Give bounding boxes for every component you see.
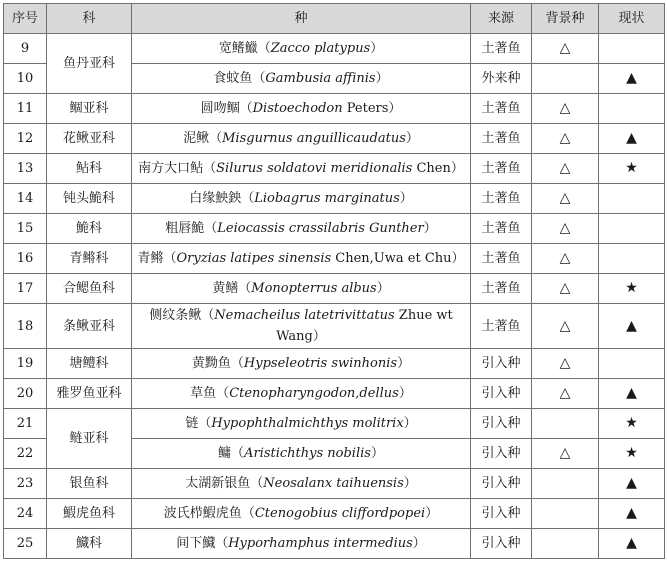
status-mark <box>599 184 665 214</box>
row-number: 15 <box>4 214 47 244</box>
source-cell: 土著鱼 <box>471 94 532 124</box>
status-mark <box>599 34 665 64</box>
species-cell: 白缘䱀鉠（Liobagrus marginatus） <box>132 184 471 214</box>
row-number: 21 <box>4 409 47 439</box>
species-cell: 侧纹条鳅（Nemacheilus latetrivittatus Zhue wt Wang） <box>132 304 471 349</box>
family-cell: 花鳅亚科 <box>47 124 132 154</box>
species-latin: Ctenogobius cliffordpopei <box>254 506 426 521</box>
status-mark <box>599 94 665 124</box>
family-cell: 青鳉科 <box>47 244 132 274</box>
species-chinese: 间下鱵 <box>176 536 216 551</box>
family-cell: 鲢亚科 <box>47 409 132 469</box>
status-mark: ★ <box>599 439 665 469</box>
background-mark <box>532 499 599 529</box>
species-cell: 黄黝鱼（Hypseleotris swinhonis） <box>132 349 471 379</box>
source-cell: 土著鱼 <box>471 154 532 184</box>
species-cell: 圆吻鲴（Distoechodon Peters） <box>132 94 471 124</box>
table-row <box>4 184 665 214</box>
species-chinese: 链 <box>185 416 199 431</box>
status-mark <box>599 214 665 244</box>
species-cell: 间下鱵（Hyporhamphus intermedius） <box>132 529 471 559</box>
species-chinese: 宽鳍鱲 <box>218 41 258 56</box>
species-chinese: 白缘䱀鉠 <box>189 191 242 206</box>
background-mark: △ <box>532 349 599 379</box>
header-species: 种 <box>132 4 471 34</box>
species-cell: 食蚊鱼（Gambusia affinis） <box>132 64 471 94</box>
row-number: 9 <box>4 34 47 64</box>
row-number: 22 <box>4 439 47 469</box>
header-status: 现状 <box>599 4 665 34</box>
species-latin: Misgurnus anguillicaudatus <box>222 131 406 146</box>
family-cell: 塘鳢科 <box>47 349 132 379</box>
row-number: 11 <box>4 94 47 124</box>
species-chinese: 波氏栉鰕虎鱼 <box>163 506 242 521</box>
status-mark: ▲ <box>599 124 665 154</box>
species-latin: Aristichthys nobilis <box>244 446 371 461</box>
source-cell: 土著鱼 <box>471 184 532 214</box>
family-cell: 鲴亚科 <box>47 94 132 124</box>
background-mark: △ <box>532 439 599 469</box>
header-row <box>4 4 665 34</box>
family-cell: 钝头鮠科 <box>47 184 132 214</box>
species-author: Chen <box>412 161 451 176</box>
family-cell: 合鳃鱼科 <box>47 274 132 304</box>
status-mark: ★ <box>599 154 665 184</box>
status-mark: ▲ <box>599 529 665 559</box>
species-latin: Distoechodon <box>252 101 343 116</box>
row-number: 20 <box>4 379 47 409</box>
table-row <box>4 34 665 64</box>
source-cell: 土著鱼 <box>471 274 532 304</box>
species-cell: 粗唇鮠（Leiocassis crassilabris Gunther） <box>132 214 471 244</box>
species-cell: 南方大口鲇（Silurus soldatovi meridionalis Chen） <box>132 154 471 184</box>
family-cell: 雅罗鱼亚科 <box>47 379 132 409</box>
status-mark <box>599 244 665 274</box>
species-latin: Ctenopharyngodon,dellus <box>229 386 399 401</box>
family-cell: 鮠科 <box>47 214 132 244</box>
species-cell: 链（Hypophthalmichthys molitrix） <box>132 409 471 439</box>
source-cell: 土著鱼 <box>471 304 532 349</box>
family-cell: 鲇科 <box>47 154 132 184</box>
species-latin: Zacco platypus <box>270 41 371 56</box>
table-row <box>4 349 665 379</box>
background-mark: △ <box>532 379 599 409</box>
background-mark <box>532 529 599 559</box>
background-mark: △ <box>532 34 599 64</box>
status-mark: ▲ <box>599 469 665 499</box>
row-number: 25 <box>4 529 47 559</box>
fish-species-table <box>3 3 665 559</box>
background-mark: △ <box>532 214 599 244</box>
row-number: 12 <box>4 124 47 154</box>
row-number: 19 <box>4 349 47 379</box>
row-number: 17 <box>4 274 47 304</box>
table-row <box>4 154 665 184</box>
background-mark: △ <box>532 124 599 154</box>
species-cell: 鳙（Aristichthys nobilis） <box>132 439 471 469</box>
source-cell: 引入种 <box>471 349 532 379</box>
source-cell: 土著鱼 <box>471 34 532 64</box>
background-mark <box>532 64 599 94</box>
species-cell: 宽鳍鱲（Zacco platypus） <box>132 34 471 64</box>
species-chinese: 鳙 <box>218 446 232 461</box>
table-row <box>4 124 665 154</box>
status-mark: ★ <box>599 409 665 439</box>
species-latin: Hypophthalmichthys molitrix <box>211 416 404 431</box>
species-cell: 草鱼（Ctenopharyngodon,dellus） <box>132 379 471 409</box>
background-mark: △ <box>532 304 599 349</box>
header-no: 序号 <box>4 4 47 34</box>
species-cell: 泥鳅（Misgurnus anguillicaudatus） <box>132 124 471 154</box>
species-chinese: 圆吻鲴 <box>200 101 240 116</box>
species-latin: Nemacheilus latetrivittatus <box>214 308 395 323</box>
family-cell: 鱼丹亚科 <box>47 34 132 94</box>
row-number: 14 <box>4 184 47 214</box>
species-latin: Monopterrus albus <box>251 281 377 296</box>
species-latin: Liobagrus marginatus <box>254 191 400 206</box>
header-family: 科 <box>47 4 132 34</box>
background-mark: △ <box>532 244 599 274</box>
table-row <box>4 274 665 304</box>
status-mark: ▲ <box>599 499 665 529</box>
background-mark: △ <box>532 94 599 124</box>
species-latin: Hypseleotris swinhonis <box>243 356 398 371</box>
row-number: 23 <box>4 469 47 499</box>
family-cell: 条鳅亚科 <box>47 304 132 349</box>
source-cell: 土著鱼 <box>471 214 532 244</box>
source-cell: 外来种 <box>471 64 532 94</box>
status-mark: ▲ <box>599 304 665 349</box>
background-mark <box>532 409 599 439</box>
table-row <box>4 379 665 409</box>
table-row <box>4 94 665 124</box>
species-chinese: 青鳉 <box>137 251 164 266</box>
species-author: Peters <box>342 101 389 116</box>
species-chinese: 泥鳅 <box>183 131 210 146</box>
species-chinese: 黄鳝 <box>212 281 239 296</box>
species-chinese: 黄黝鱼 <box>191 356 231 371</box>
species-latin: Hyporhamphus intermedius <box>228 536 413 551</box>
species-latin: Silurus soldatovi meridionalis <box>216 161 413 176</box>
row-number: 18 <box>4 304 47 349</box>
species-cell: 太湖新银鱼（Neosalanx taihuensis） <box>132 469 471 499</box>
table-row <box>4 214 665 244</box>
source-cell: 引入种 <box>471 379 532 409</box>
table-row <box>4 469 665 499</box>
species-chinese: 太湖新银鱼 <box>185 476 251 491</box>
source-cell: 引入种 <box>471 529 532 559</box>
source-cell: 土著鱼 <box>471 244 532 274</box>
table-row <box>4 409 665 439</box>
species-chinese: 草鱼 <box>190 386 217 401</box>
species-chinese: 食蚊鱼 <box>213 71 253 86</box>
header-background: 背景种 <box>532 4 599 34</box>
species-author: Chen,Uwa et Chu <box>331 251 452 266</box>
status-mark <box>599 349 665 379</box>
species-cell: 青鳉（Oryzias latipes sinensis Chen,Uwa et Chu） <box>132 244 471 274</box>
table-row <box>4 304 665 349</box>
species-latin: Neosalanx taihuensis <box>263 476 404 491</box>
table-row <box>4 499 665 529</box>
species-chinese: 侧纹条鳅 <box>149 308 202 323</box>
source-cell: 土著鱼 <box>471 124 532 154</box>
row-number: 16 <box>4 244 47 274</box>
species-cell: 黄鳝（Monopterrus albus） <box>132 274 471 304</box>
background-mark <box>532 469 599 499</box>
row-number: 24 <box>4 499 47 529</box>
header-source: 来源 <box>471 4 532 34</box>
species-author: Zhue wt Wang <box>276 308 453 344</box>
family-cell: 银鱼科 <box>47 469 132 499</box>
status-mark: ★ <box>599 274 665 304</box>
family-cell: 鱵科 <box>47 529 132 559</box>
status-mark: ▲ <box>599 379 665 409</box>
family-cell: 鰕虎鱼科 <box>47 499 132 529</box>
background-mark: △ <box>532 274 599 304</box>
species-chinese: 南方大口鲇 <box>138 161 204 176</box>
row-number: 10 <box>4 64 47 94</box>
species-chinese: 粗唇鮠 <box>165 221 205 236</box>
row-number: 13 <box>4 154 47 184</box>
source-cell: 引入种 <box>471 439 532 469</box>
background-mark: △ <box>532 184 599 214</box>
species-cell: 波氏栉鰕虎鱼（Ctenogobius cliffordpopei） <box>132 499 471 529</box>
species-latin: Gambusia affinis <box>265 71 376 86</box>
table-row <box>4 244 665 274</box>
source-cell: 引入种 <box>471 409 532 439</box>
species-latin: Oryzias latipes sinensis <box>176 251 332 266</box>
species-latin: Leiocassis crassilabris Gunther <box>217 221 424 236</box>
status-mark: ▲ <box>599 64 665 94</box>
source-cell: 引入种 <box>471 499 532 529</box>
table-row <box>4 529 665 559</box>
source-cell: 引入种 <box>471 469 532 499</box>
background-mark: △ <box>532 154 599 184</box>
